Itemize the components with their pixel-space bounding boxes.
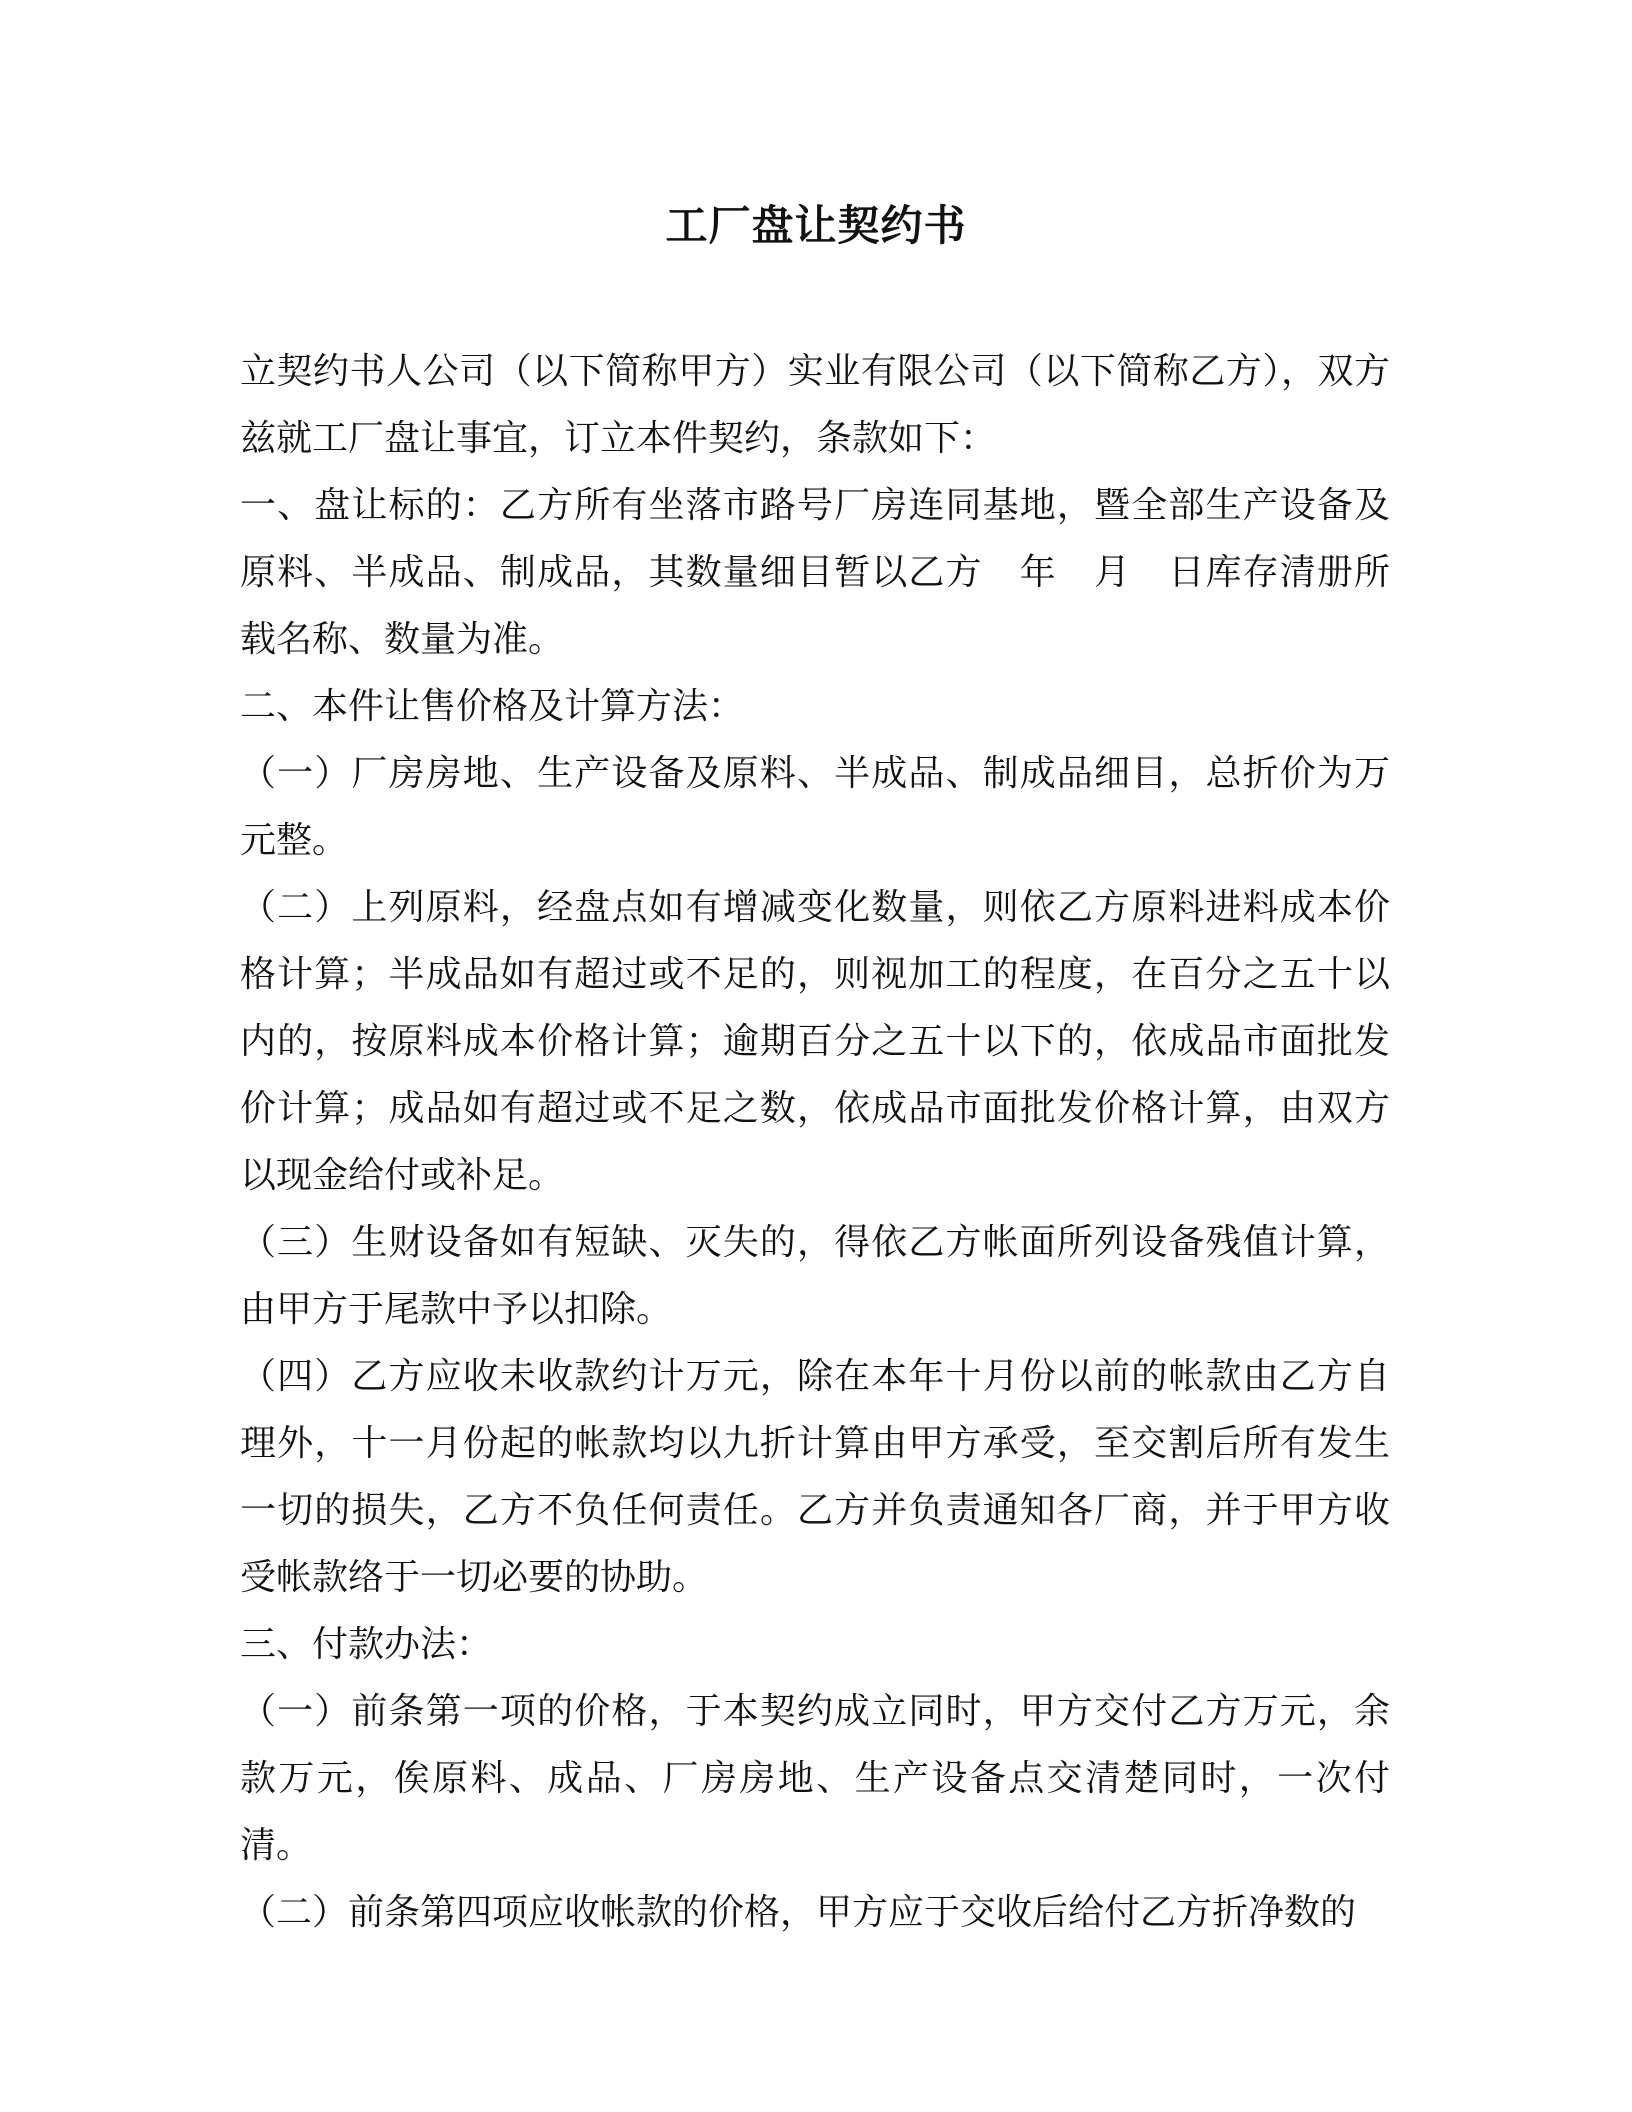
clause-3-heading: 三、付款办法： bbox=[240, 1624, 493, 1665]
clause-3-item-1: （一）前条第一项的价格，于本契约成立同时，甲方交付乙方万元，余款万元，俟原料、成品、厂房房地、生产设备点交清楚同时，一次付清。 bbox=[240, 1691, 1390, 1866]
document-title: 工厂盘让契约书 bbox=[665, 201, 967, 250]
preamble-paragraph: 立契约书人公司（以下简称甲方）实业有限公司（以下简称乙方），双方兹就工厂盘让事宜，订立本件契约，条款如下： bbox=[240, 351, 1390, 459]
clause-2-heading: 二、本件让售价格及计算方法： bbox=[240, 686, 745, 727]
document-body bbox=[240, 338, 1390, 1946]
clause-2-item-4: （四）乙方应收未收款约计万元，除在本年十月份以前的帐款由乙方自理外，十一月份起的帐款均以九折计算由甲方承受，至交割后所有发生一切的损失，乙方不负任何责任。乙方并负责通知各厂商，并于甲方收受帐款络于一切必要的协助。 bbox=[240, 1356, 1390, 1598]
clause-1-subject: 一、盘让标的：乙方所有坐落市路号厂房连同基地，暨全部生产设备及原料、半成品、制成品，其数量细目暂以乙方 年 月 日库存清册所载名称、数量为准。 bbox=[240, 485, 1390, 660]
clause-2-item-2: （二）上列原料，经盘点如有增减变化数量，则依乙方原料进料成本价格计算；半成品如有超过或不足的，则视加工的程度，在百分之五十以内的，按原料成本价格计算；逾期百分之五十以下的，依成品市面批发价计算；成品如有超过或不足之数，依成品市面批发价格计算，由双方以现金给付或补足。 bbox=[240, 887, 1390, 1196]
clause-2-item-1: （一）厂房房地、生产设备及原料、半成品、制成品细目，总折价为万元整。 bbox=[240, 753, 1390, 861]
clause-3-item-2: （二）前条第四项应收帐款的价格，甲方应于交收后给付乙方折净数的 bbox=[240, 1892, 1357, 1933]
clause-2-item-3: （三）生财设备如有短缺、灭失的，得依乙方帐面所列设备残值计算，由甲方于尾款中予以扣除。 bbox=[240, 1222, 1390, 1330]
